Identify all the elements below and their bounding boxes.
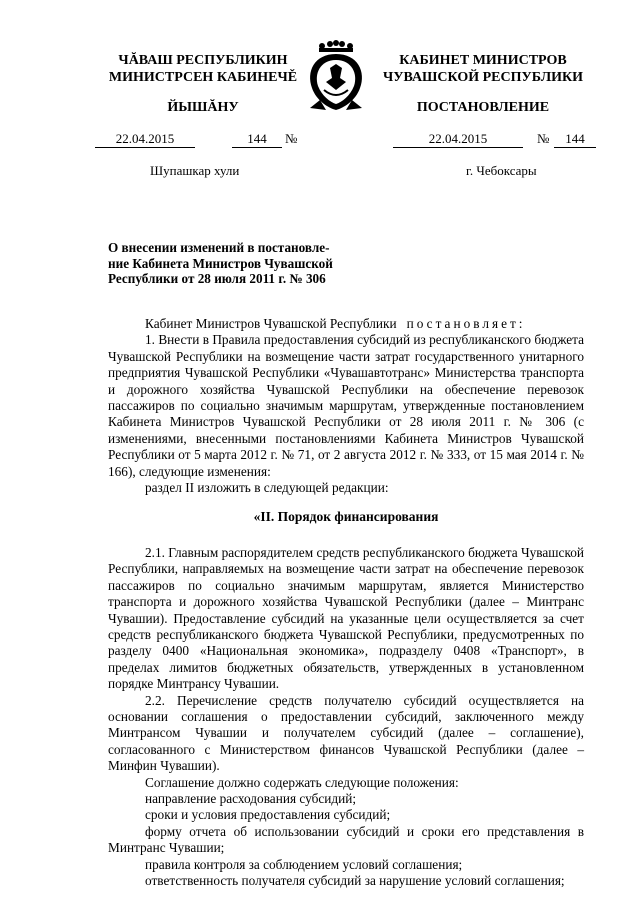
- left-number-sign: №: [285, 131, 298, 146]
- header-left-org-line1: ЧĂВАШ РЕСПУБЛИКИН: [118, 53, 288, 68]
- coat-of-arms-emblem: [300, 38, 372, 118]
- header-left-org-line2: МИНИСТРСЕН КАБИНЕЧĚ: [108, 70, 298, 85]
- title-line-2: ние Кабинета Министров Чувашской: [108, 255, 333, 271]
- title-line-1: О внесении изменений в постановле-: [108, 240, 330, 255]
- paragraph-2: раздел II изложить в следующей редакции:: [145, 480, 389, 496]
- header-left-doc-type: ЙЫШĂНУ: [167, 100, 239, 115]
- paragraph-1: 1. Внести в Правила предоставления субсидий из республиканского бюджета Чувашской Республики на возмещение части затрат государственного унитарного предприятия Чувашской Республики «Чувашавтотранс» Министерства транспорта и дорожного хозяйства Чувашской Республики на обеспечение перевозок пассажиров по социально значимым маршрутам, утвержденные постановлением Кабинета Министров Чувашской Республики от 28 июля 2011 г. № 306 (с изменениями, внесенными постановлениями Кабинета Министров Чувашской Республики от 5 марта 2012 г. № 71, от 2 августа 2012 г. № 333, от 15 мая 2014 г. № 166), следующие изменения:: [108, 332, 584, 479]
- right-city: г. Чебоксары: [466, 163, 537, 178]
- left-date: 22.04.2015: [95, 131, 195, 148]
- list-item: сроки и условия предоставления субсидий;: [145, 807, 391, 823]
- header-right-doc-type: ПОСТАНОВЛЕНИЕ: [416, 100, 550, 115]
- left-city: Шупашкар хули: [150, 163, 240, 178]
- right-number-sign: №: [537, 131, 550, 146]
- intro-text: Кабинет Министров Чувашской Республики: [145, 316, 397, 331]
- intro-paragraph: [108, 316, 584, 332]
- paragraph-agreement: Соглашение должно содержать следующие положения:: [145, 774, 459, 790]
- title-line-3: Республики от 28 июля 2011 г. № 306: [108, 271, 326, 286]
- document-title: [108, 240, 368, 287]
- list-item: направление расходования субсидий;: [145, 790, 357, 806]
- left-number: 144: [232, 131, 282, 148]
- list-item: правила контроля за соблюдением условий соглашения;: [145, 856, 463, 872]
- paragraph-2-2: 2.2. Перечисление средств получателю субсидий осуществляется на основании соглашения о предоставлении субсидий, заключенного между Минтрансом Чувашии и получателем субсидий (далее – соглашение), согласованного с Министерством финансов Чувашской Республики (далее – Минфин Чувашии).: [108, 692, 584, 774]
- list-item: ответственность получателя субсидий за нарушение условий соглашения;: [145, 873, 565, 888]
- header-right-org-line1: КАБИНЕТ МИНИСТРОВ: [399, 53, 567, 68]
- right-number: 144: [554, 131, 596, 148]
- section-title: «II. Порядок финансирования: [253, 509, 439, 525]
- right-date: 22.04.2015: [393, 131, 523, 148]
- document-body: [108, 316, 584, 889]
- paragraph-2-1: 2.1. Главным распорядителем средств республиканского бюджета Чувашской Республики, направляемых на возмещение части затрат на обеспечение перевозок пассажиров по социально значимым маршрутам, является Министерство транспорта и дорожного хозяйства Чувашской Республики (далее – Минтранс Чувашии). Предоставление субсидий на указанные цели осуществляется за счет средств республиканского бюджета Чувашской Республики, предусмотренных по разделу 0400 «Национальная экономика», подразделу 0408 «Транспорт», в пределах лимитов бюджетных обязательств, утвержденных в установленном порядке Минтрансу Чувашии.: [108, 544, 584, 692]
- header-right-org-line2: ЧУВАШСКОЙ РЕСПУБЛИКИ: [382, 70, 584, 85]
- intro-spaced-word: постановляет:: [406, 316, 526, 331]
- list-item: форму отчета об использовании субсидий и сроки его представления в Минтранс Чувашии;: [108, 823, 584, 856]
